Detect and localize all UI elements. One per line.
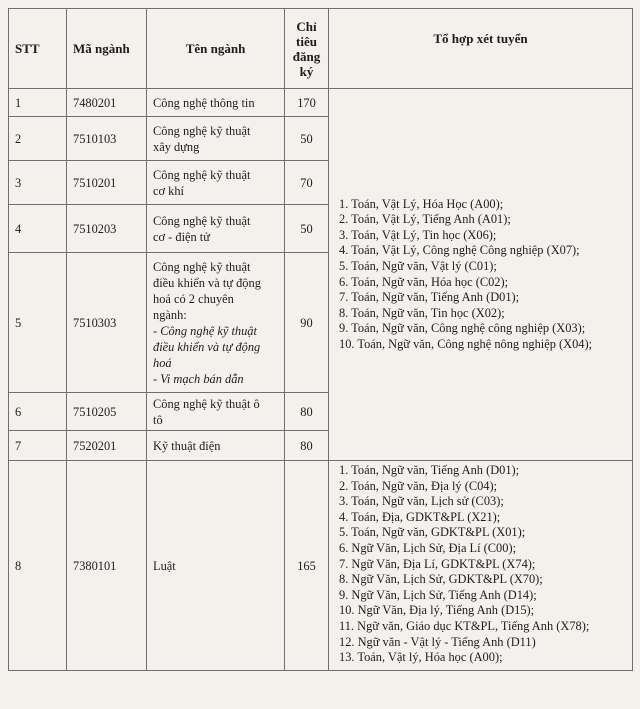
name-line: ngành: — [153, 307, 187, 322]
combinations-cell-group-2 — [329, 461, 633, 671]
name-line: Công nghệ kỹ thuật — [153, 123, 251, 138]
combination-item: 10. Toán, Ngữ văn, Công nghệ nông nghiệp (X04); — [339, 336, 593, 351]
specialization-line: - Vi mạch bán dẫn — [153, 371, 244, 386]
table-row — [9, 89, 633, 117]
name-line: cơ khí — [153, 183, 184, 198]
combination-item: 2. Toán, Vật Lý, Tiếng Anh (A01); — [339, 212, 511, 227]
row-stt: 6 — [9, 393, 67, 431]
row-major-name — [147, 431, 285, 461]
combination-item: 9. Ngữ Văn, Lịch Sử, Tiếng Anh (D14); — [339, 587, 537, 602]
name-line: Công nghệ kỹ thuật ô — [153, 396, 260, 411]
specialization-line: hoá — [153, 355, 172, 370]
row-major-code: 7510201 — [67, 161, 147, 205]
name-line: Kỹ thuật điện — [153, 438, 221, 453]
combination-item: 2. Toán, Ngữ văn, Địa lý (C04); — [339, 478, 498, 493]
header-quota-line: ký — [299, 63, 314, 79]
row-quota: 165 — [285, 461, 329, 671]
row-stt: 7 — [9, 431, 67, 461]
combinations-cell-group-1 — [329, 89, 633, 461]
combination-item: 1. Toán, Ngữ văn, Tiếng Anh (D01); — [339, 463, 520, 477]
name-line: Công nghệ kỹ thuật — [153, 167, 251, 182]
header-major-code: Mã ngành — [67, 9, 147, 89]
combination-item: 10. Ngữ Văn, Địa lý, Tiếng Anh (D15); — [339, 603, 535, 618]
row-major-name — [147, 89, 285, 117]
row-major-code: 7510203 — [67, 205, 147, 253]
row-major-code: 7480201 — [67, 89, 147, 117]
row-stt: 2 — [9, 117, 67, 161]
combination-list — [335, 197, 626, 353]
combination-item: 6. Ngữ Văn, Lịch Sử, Địa Lí (C00); — [339, 540, 517, 555]
combination-item: 11. Ngữ văn, Giáo dục KT&PL, Tiếng Anh (X78); — [339, 618, 590, 633]
combination-list — [335, 463, 626, 666]
name-line: cơ - điện tử — [153, 229, 210, 244]
name-line: tô — [153, 412, 163, 427]
row-major-code: 7380101 — [67, 461, 147, 671]
row-quota: 50 — [285, 117, 329, 161]
header-quota — [285, 9, 329, 89]
table-row — [9, 461, 633, 671]
admissions-table — [8, 8, 633, 671]
row-major-name — [147, 205, 285, 253]
row-stt: 4 — [9, 205, 67, 253]
row-major-code: 7510303 — [67, 253, 147, 393]
name-line: Công nghệ kỹ thuật — [153, 259, 251, 274]
row-quota: 50 — [285, 205, 329, 253]
row-major-code: 7510205 — [67, 393, 147, 431]
combination-item: 1. Toán, Vật Lý, Hóa Học (A00); — [339, 196, 504, 211]
combination-item: 12. Ngữ văn - Vật lý - Tiếng Anh (D11) — [339, 634, 536, 649]
row-quota: 90 — [285, 253, 329, 393]
header-stt: STT — [9, 9, 67, 89]
name-line: xây dựng — [153, 139, 200, 154]
combination-item: 5. Toán, Ngữ văn, GDKT&PL (X01); — [339, 525, 526, 540]
name-line: hoá có 2 chuyên — [153, 291, 234, 306]
specialization-line: - Công nghệ kỹ thuật — [153, 323, 257, 338]
row-quota: 170 — [285, 89, 329, 117]
header-major-name: Tên ngành — [147, 9, 285, 89]
name-line: Công nghệ kỹ thuật — [153, 213, 251, 228]
row-stt: 1 — [9, 89, 67, 117]
row-major-code: 7510103 — [67, 117, 147, 161]
header-quota-line: tiêu — [296, 33, 317, 49]
row-major-name — [147, 161, 285, 205]
combination-item: 3. Toán, Ngữ văn, Lịch sử (C03); — [339, 494, 504, 509]
row-quota: 80 — [285, 393, 329, 431]
combination-item: 8. Toán, Ngữ văn, Tin học (X02); — [339, 305, 505, 320]
header-quota-line: đăng — [292, 48, 321, 64]
row-major-name — [147, 117, 285, 161]
combination-item: 4. Toán, Vật Lý, Công nghệ Công nghiệp (X07); — [339, 243, 580, 258]
combination-item: 3. Toán, Vật Lý, Tin học (X06); — [339, 227, 497, 242]
name-line: Công nghệ thông tin — [153, 95, 255, 110]
header-quota-line: Chỉ — [296, 18, 317, 34]
combination-item: 13. Toán, Vật lý, Hóa học (A00); — [339, 650, 503, 665]
row-stt: 3 — [9, 161, 67, 205]
combination-item: 7. Toán, Ngữ văn, Tiếng Anh (D01); — [339, 290, 520, 305]
row-major-name — [147, 253, 285, 393]
name-line: Luật — [153, 558, 176, 573]
combination-item: 9. Toán, Ngữ văn, Công nghệ công nghiệp (X03); — [339, 321, 586, 336]
combination-item: 7. Ngữ Văn, Địa Lí, GDKT&PL (X74); — [339, 556, 536, 571]
row-quota: 80 — [285, 431, 329, 461]
row-major-name — [147, 393, 285, 431]
header-subject-combinations: Tổ hợp xét tuyển — [329, 9, 633, 89]
header-row — [9, 9, 633, 89]
name-line: điều khiển và tự động — [153, 275, 261, 290]
combination-item: 5. Toán, Ngữ văn, Vật lý (C01); — [339, 258, 497, 273]
row-quota: 70 — [285, 161, 329, 205]
row-stt: 5 — [9, 253, 67, 393]
row-major-code: 7520201 — [67, 431, 147, 461]
combination-item: 8. Ngữ Văn, Lịch Sử, GDKT&PL (X70); — [339, 572, 543, 587]
combination-item: 4. Toán, Địa, GDKT&PL (X21); — [339, 509, 501, 524]
row-stt: 8 — [9, 461, 67, 671]
combination-item: 6. Toán, Ngữ văn, Hóa học (C02); — [339, 274, 509, 289]
specialization-line: điều khiển và tự động — [153, 339, 261, 354]
row-major-name — [147, 461, 285, 671]
